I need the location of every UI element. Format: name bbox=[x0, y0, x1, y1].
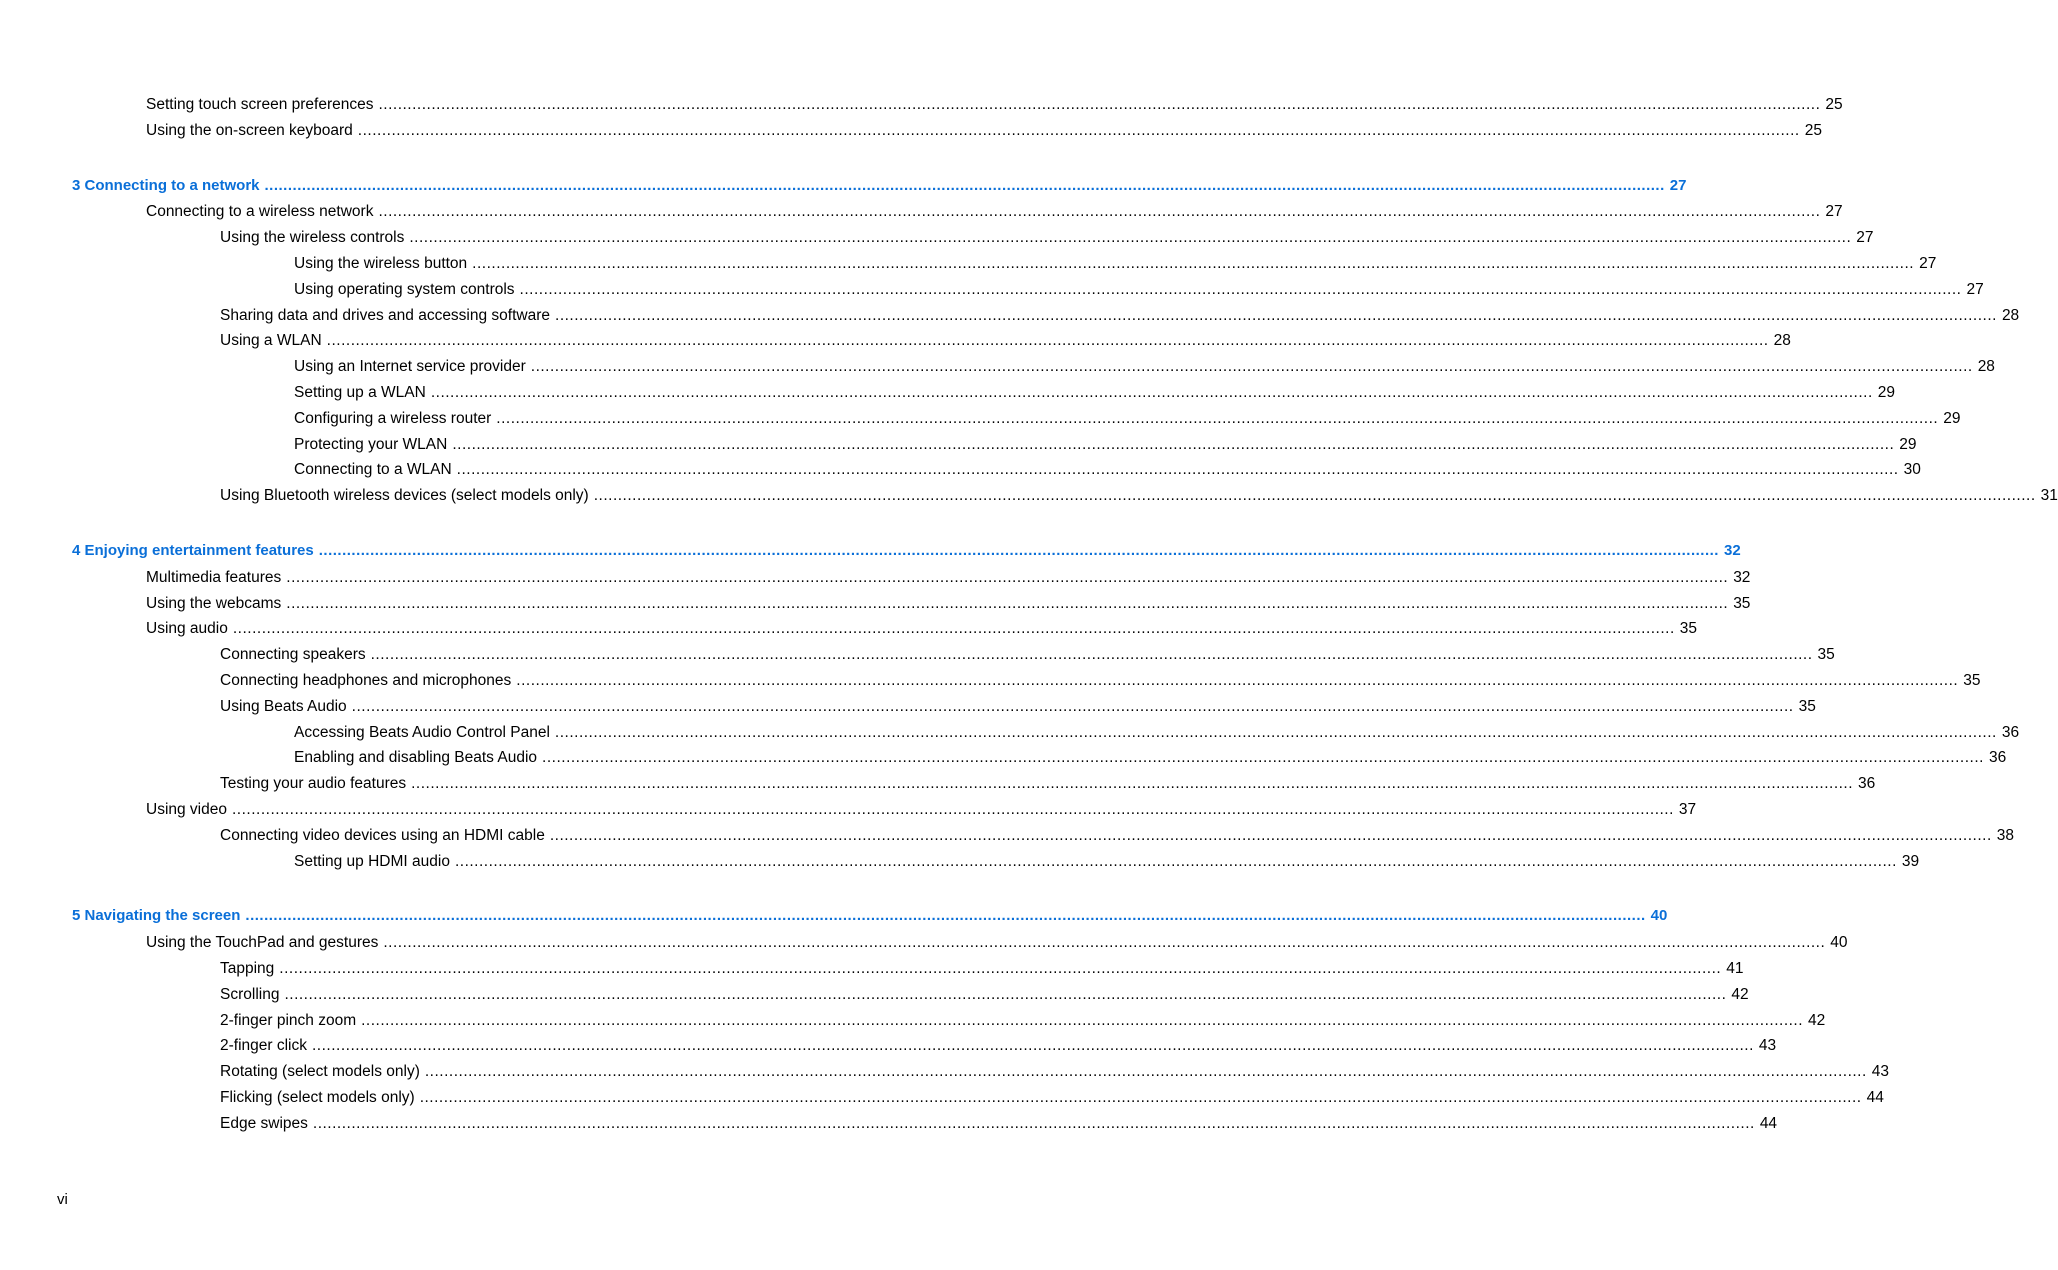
toc-entry-page: 42 bbox=[1808, 1011, 1826, 1029]
toc-entry-title: Connecting to a WLAN bbox=[294, 461, 452, 479]
toc-entry[interactable] bbox=[146, 96, 1843, 114]
toc-entry[interactable] bbox=[294, 852, 1920, 871]
toc-entry-title: 3 Connecting to a network bbox=[72, 176, 260, 194]
toc-entry-page: 36 bbox=[1858, 775, 1876, 793]
toc-entry-title: Multimedia features bbox=[146, 568, 282, 586]
toc-entry[interactable] bbox=[146, 934, 1848, 952]
toc-entry[interactable] bbox=[146, 203, 1843, 221]
dot-leader: ............................................................................................................................................................................................................................................................................................................ bbox=[409, 229, 1852, 247]
toc-entry-title: Enabling and disabling Beats Audio bbox=[294, 749, 538, 767]
dot-leader: ............................................................................................................................................................................................................................................................................................................ bbox=[530, 358, 1973, 376]
toc-entry-page: 41 bbox=[1726, 960, 1744, 977]
toc-entry-page: 29 bbox=[1943, 409, 1961, 427]
toc-entry-title: 2-finger pinch zoom bbox=[220, 1011, 357, 1029]
dot-leader: ............................................................................................................................................................................................................................................................................................................ bbox=[361, 1011, 1804, 1029]
toc-entry[interactable] bbox=[220, 646, 1835, 664]
dot-leader: ............................................................................................................................................................................................................................................................................................................ bbox=[286, 594, 1729, 612]
toc-entry[interactable] bbox=[220, 332, 1791, 350]
toc-entry[interactable] bbox=[220, 985, 1749, 1004]
toc-entry-page: 28 bbox=[2001, 306, 2020, 324]
toc-entry[interactable] bbox=[294, 409, 1961, 428]
toc-entry-title: Using an Internet service provider bbox=[294, 358, 526, 376]
toc-entry-title: Connecting video devices using an HDMI cable bbox=[220, 826, 545, 844]
toc-entry-title: Using Beats Audio bbox=[220, 697, 347, 715]
dot-leader: ............................................................................................................................................................................................................................................................................................................ bbox=[419, 1089, 1862, 1106]
toc-entry-title: Setting up HDMI audio bbox=[294, 852, 450, 870]
dot-leader: ............................................................................................................................................................................................................................................................................................................ bbox=[264, 176, 1665, 194]
toc-entry[interactable] bbox=[294, 723, 2020, 742]
toc-entry-page: 44 bbox=[1866, 1089, 1884, 1106]
toc-entry[interactable] bbox=[220, 1089, 1884, 1107]
toc-entry-page: 35 bbox=[1733, 594, 1751, 612]
toc-entry[interactable] bbox=[294, 255, 1937, 273]
toc-entry-title: Configuring a wireless router bbox=[294, 409, 492, 427]
toc-entry[interactable] bbox=[146, 568, 1751, 587]
toc-entry[interactable] bbox=[220, 672, 1981, 690]
toc-entry-page: 30 bbox=[1903, 461, 1921, 479]
toc-entry-page: 43 bbox=[1758, 1037, 1777, 1055]
toc-entry[interactable] bbox=[146, 620, 1698, 638]
toc-entry-title: Tapping bbox=[220, 960, 275, 977]
toc-entry-page: 37 bbox=[1678, 801, 1697, 818]
toc-entry-page: 44 bbox=[1759, 1114, 1778, 1132]
toc-entry-title: Using video bbox=[146, 801, 227, 818]
toc-entry-title: Using the wireless controls bbox=[220, 229, 405, 247]
toc-entry[interactable] bbox=[294, 384, 1895, 402]
dot-leader: ............................................................................................................................................................................................................................................................................................................ bbox=[351, 697, 1794, 715]
toc-entry-title: Using a WLAN bbox=[220, 332, 322, 350]
dot-leader: ............................................................................................................................................................................................................................................................................................................ bbox=[555, 306, 1997, 324]
toc-entry-page: 39 bbox=[1901, 852, 1920, 870]
toc-entry-page: 25 bbox=[1825, 96, 1843, 113]
toc-entry-page: 36 bbox=[1988, 749, 2007, 767]
toc-entry-page: 42 bbox=[1731, 985, 1749, 1003]
toc-entry[interactable] bbox=[220, 1114, 1778, 1133]
toc-entry-title: Testing your audio features bbox=[220, 775, 407, 793]
toc-entry-page: 38 bbox=[1996, 826, 2014, 844]
toc-entry[interactable] bbox=[294, 749, 2007, 767]
toc-entry-title: Using the wireless button bbox=[294, 255, 468, 272]
toc-entry[interactable] bbox=[220, 775, 1876, 793]
toc-entry-title: Using the TouchPad and gestures bbox=[146, 934, 379, 952]
dot-leader: ............................................................................................................................................................................................................................................................................................................ bbox=[411, 775, 1854, 793]
toc-entry-page: 27 bbox=[1825, 203, 1843, 221]
dot-leader: ............................................................................................................................................................................................................................................................................................................ bbox=[472, 255, 1915, 272]
toc-entry[interactable] bbox=[294, 358, 1995, 376]
dot-leader: ............................................................................................................................................................................................................................................................................................................ bbox=[245, 907, 1646, 925]
toc-entry-title: Using Bluetooth wireless devices (select models only) bbox=[220, 487, 589, 505]
dot-leader: ............................................................................................................................................................................................................................................................................................................ bbox=[326, 332, 1769, 350]
toc-entry-title: 5 Navigating the screen bbox=[72, 907, 241, 925]
toc-entry[interactable] bbox=[294, 280, 1984, 299]
toc-entry-title: Sharing data and drives and accessing software bbox=[220, 306, 551, 324]
toc-entry-page: 29 bbox=[1877, 384, 1895, 401]
dot-leader: ............................................................................................................................................................................................................................................................................................................ bbox=[519, 280, 1962, 298]
toc-entry-page: 40 bbox=[1830, 934, 1848, 952]
dot-leader: ............................................................................................................................................................................................................................................................................................................ bbox=[593, 487, 2036, 505]
dot-leader: ............................................................................................................................................................................................................................................................................................................ bbox=[542, 749, 1984, 767]
toc-entry[interactable] bbox=[220, 960, 1744, 978]
toc-entry[interactable] bbox=[220, 229, 1874, 247]
toc-entry[interactable] bbox=[220, 697, 1816, 716]
dot-leader: ............................................................................................................................................................................................................................................................................................................ bbox=[312, 1037, 1754, 1055]
toc-entry[interactable] bbox=[220, 1011, 1826, 1030]
dot-leader: ............................................................................................................................................................................................................................................................................................................ bbox=[452, 435, 1895, 453]
toc-entry-title: 2-finger click bbox=[220, 1037, 307, 1055]
toc-entry-page: 35 bbox=[1798, 697, 1816, 715]
toc-entry[interactable] bbox=[220, 826, 2014, 845]
toc-entry[interactable] bbox=[220, 487, 2058, 505]
dot-leader: ............................................................................................................................................................................................................................................................................................................ bbox=[383, 934, 1826, 952]
toc-entry-title: Setting up a WLAN bbox=[294, 384, 426, 401]
toc-entry-page: 25 bbox=[1804, 121, 1822, 139]
dot-leader: ............................................................................................................................................................................................................................................................................................................ bbox=[496, 409, 1939, 427]
toc-entry-page: 29 bbox=[1899, 435, 1917, 453]
toc-entry-title: Using the webcams bbox=[146, 594, 282, 612]
toc-entry-page: 35 bbox=[1817, 646, 1835, 664]
toc-entry-page: 40 bbox=[1650, 907, 1668, 925]
toc-entry-page: 28 bbox=[1977, 358, 1995, 376]
toc-entry[interactable] bbox=[146, 801, 1697, 819]
dot-leader: ............................................................................................................................................................................................................................................................................................................ bbox=[284, 985, 1727, 1003]
toc-entry-title: Protecting your WLAN bbox=[294, 435, 448, 453]
dot-leader: ............................................................................................................................................................................................................................................................................................................ bbox=[357, 121, 1800, 139]
dot-leader: ............................................................................................................................................................................................................................................................................................................ bbox=[516, 672, 1959, 689]
toc-entry-page: 32 bbox=[1723, 542, 1741, 559]
toc-entry-title: Setting touch screen preferences bbox=[146, 96, 374, 113]
page-number: vi bbox=[57, 1191, 68, 1208]
dot-leader: ............................................................................................................................................................................................................................................................................................................ bbox=[554, 723, 1997, 741]
toc-entry-page: 27 bbox=[1966, 280, 1984, 298]
toc-entry-page: 32 bbox=[1733, 568, 1751, 586]
toc-entry-title: Rotating (select models only) bbox=[220, 1063, 420, 1081]
toc-chapter-link[interactable] bbox=[72, 542, 1741, 560]
toc-entry[interactable] bbox=[220, 306, 2020, 325]
toc-entry-title: Accessing Beats Audio Control Panel bbox=[294, 723, 550, 741]
toc-entry-page: 35 bbox=[1963, 672, 1981, 689]
toc-entry-title: Connecting speakers bbox=[220, 646, 366, 664]
toc-entry-page: 36 bbox=[2001, 723, 2020, 741]
toc-entry-title: Using the on-screen keyboard bbox=[146, 121, 353, 139]
toc-entry-page: 35 bbox=[1679, 620, 1698, 638]
toc-entry[interactable] bbox=[294, 461, 1921, 479]
toc-entry-page: 27 bbox=[1669, 176, 1687, 194]
toc-entry-page: 31 bbox=[2040, 487, 2058, 505]
toc-entry-title: 4 Enjoying entertainment features bbox=[72, 542, 314, 559]
toc-entry-page: 28 bbox=[1773, 332, 1791, 350]
dot-leader: ............................................................................................................................................................................................................................................................................................................ bbox=[370, 646, 1813, 664]
toc-entry[interactable] bbox=[294, 435, 1917, 454]
dot-leader: ............................................................................................................................................................................................................................................................................................................ bbox=[232, 620, 1675, 638]
dot-leader: ............................................................................................................................................................................................................................................................................................................ bbox=[430, 384, 1873, 401]
toc-entry-page: 43 bbox=[1871, 1063, 1890, 1081]
dot-leader: ............................................................................................................................................................................................................................................................................................................ bbox=[279, 960, 1722, 977]
dot-leader: ............................................................................................................................................................................................................................................................................................................ bbox=[232, 801, 1674, 818]
dot-leader: ............................................................................................................................................................................................................................................................................................................ bbox=[456, 461, 1899, 479]
toc-entry-title: Edge swipes bbox=[220, 1114, 308, 1132]
dot-leader: ............................................................................................................................................................................................................................................................................................................ bbox=[378, 203, 1821, 221]
toc-entry[interactable] bbox=[220, 1037, 1777, 1055]
dot-leader: ............................................................................................................................................................................................................................................................................................................ bbox=[378, 96, 1821, 113]
toc-entry[interactable] bbox=[220, 1063, 1890, 1081]
toc-chapter-link[interactable] bbox=[72, 907, 1668, 925]
toc-entry-page: 27 bbox=[1856, 229, 1874, 247]
dot-leader: ............................................................................................................................................................................................................................................................................................................ bbox=[454, 852, 1897, 870]
dot-leader: ............................................................................................................................................................................................................................................................................................................ bbox=[286, 568, 1729, 586]
toc-entry-title: Using audio bbox=[146, 620, 228, 638]
toc-entry-title: Connecting to a wireless network bbox=[146, 203, 374, 221]
dot-leader: ............................................................................................................................................................................................................................................................................................................ bbox=[312, 1114, 1755, 1132]
dot-leader: ............................................................................................................................................................................................................................................................................................................ bbox=[549, 826, 1992, 844]
dot-leader: ............................................................................................................................................................................................................................................................................................................ bbox=[318, 542, 1719, 559]
toc-entry[interactable] bbox=[146, 121, 1822, 140]
toc-chapter-link[interactable] bbox=[72, 176, 1687, 195]
toc-entry-page: 27 bbox=[1919, 255, 1937, 272]
toc-entry-title: Scrolling bbox=[220, 985, 280, 1003]
toc-entry-title: Using operating system controls bbox=[294, 280, 515, 298]
toc-entry[interactable] bbox=[146, 594, 1751, 613]
toc-entry-title: Flicking (select models only) bbox=[220, 1089, 415, 1106]
toc-entry-title: Connecting headphones and microphones bbox=[220, 672, 512, 689]
dot-leader: ............................................................................................................................................................................................................................................................................................................ bbox=[424, 1063, 1867, 1081]
